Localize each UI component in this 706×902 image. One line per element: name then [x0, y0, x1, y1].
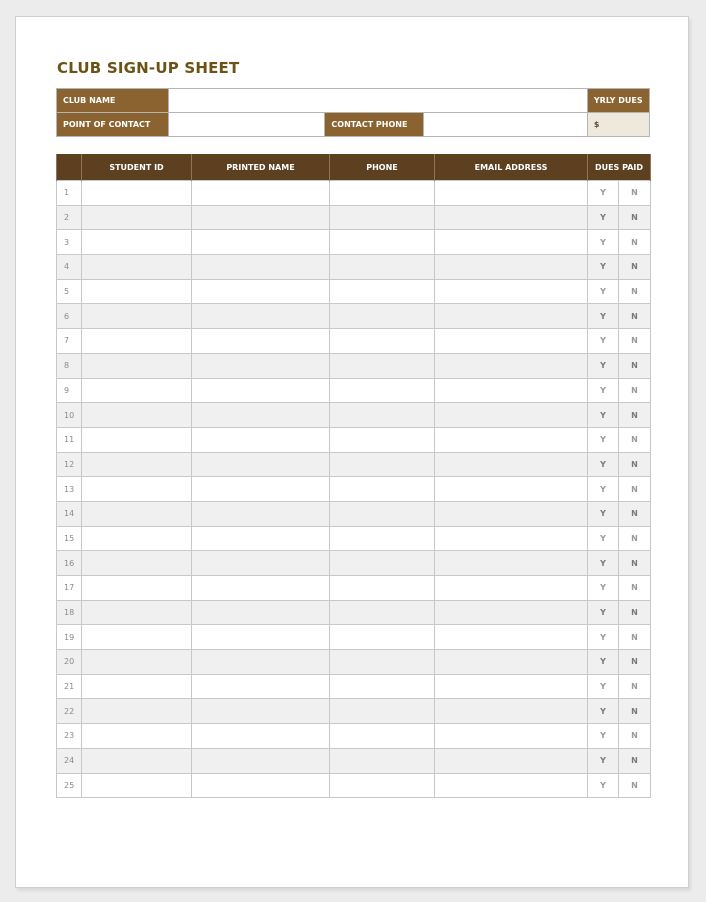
column-header-phone: PHONE	[330, 154, 435, 181]
signup-table	[56, 154, 651, 798]
printed-name-cell[interactable]	[192, 452, 330, 477]
column-header-student-id: STUDENT ID	[82, 154, 192, 181]
email-cell[interactable]	[435, 576, 588, 601]
student-id-cell[interactable]	[82, 255, 192, 280]
dues-yes-option[interactable]: Y	[588, 427, 619, 452]
email-cell[interactable]	[435, 501, 588, 526]
email-cell[interactable]	[435, 329, 588, 354]
phone-cell[interactable]	[330, 304, 435, 329]
table-row	[57, 304, 651, 329]
table-row	[57, 427, 651, 452]
document-page	[15, 16, 689, 888]
email-cell[interactable]	[435, 255, 588, 280]
dues-yes-option[interactable]: Y	[588, 773, 619, 798]
dues-yes-option[interactable]: Y	[588, 403, 619, 428]
phone-cell[interactable]	[330, 625, 435, 650]
contact-phone-field[interactable]	[423, 113, 587, 137]
club-info-table	[56, 88, 650, 137]
printed-name-cell[interactable]	[192, 427, 330, 452]
table-row	[57, 329, 651, 354]
printed-name-cell[interactable]	[192, 625, 330, 650]
phone-cell[interactable]	[330, 748, 435, 773]
dues-yes-option[interactable]: Y	[588, 378, 619, 403]
table-row	[57, 674, 651, 699]
student-id-cell[interactable]	[82, 526, 192, 551]
student-id-cell[interactable]	[82, 748, 192, 773]
email-cell[interactable]	[435, 650, 588, 675]
row-number: 21	[57, 674, 82, 699]
club-name-field[interactable]	[169, 89, 588, 113]
row-number: 15	[57, 526, 82, 551]
email-cell[interactable]	[435, 427, 588, 452]
phone-cell[interactable]	[330, 230, 435, 255]
email-cell[interactable]	[435, 353, 588, 378]
dues-no-option[interactable]: N	[619, 427, 651, 452]
table-row	[57, 477, 651, 502]
contact-phone-label: CONTACT PHONE	[325, 113, 423, 137]
email-cell[interactable]	[435, 403, 588, 428]
printed-name-cell[interactable]	[192, 600, 330, 625]
printed-name-cell[interactable]	[192, 205, 330, 230]
dues-no-option[interactable]: N	[619, 477, 651, 502]
dues-yes-option[interactable]: Y	[588, 181, 619, 206]
printed-name-cell[interactable]	[192, 576, 330, 601]
table-row	[57, 353, 651, 378]
phone-cell[interactable]	[330, 526, 435, 551]
row-number: 3	[57, 230, 82, 255]
row-number: 5	[57, 279, 82, 304]
dues-no-option[interactable]: N	[619, 674, 651, 699]
row-number: 2	[57, 205, 82, 230]
page-title: CLUB SIGN-UP SHEET	[57, 59, 240, 77]
dues-no-option[interactable]: N	[619, 625, 651, 650]
dues-no-option[interactable]: N	[619, 650, 651, 675]
student-id-cell[interactable]	[82, 427, 192, 452]
phone-cell[interactable]	[330, 403, 435, 428]
dues-yes-option[interactable]: Y	[588, 576, 619, 601]
email-cell[interactable]	[435, 304, 588, 329]
email-cell[interactable]	[435, 625, 588, 650]
printed-name-cell[interactable]	[192, 329, 330, 354]
table-row	[57, 205, 651, 230]
email-cell[interactable]	[435, 699, 588, 724]
email-cell[interactable]	[435, 600, 588, 625]
table-row	[57, 576, 651, 601]
email-cell[interactable]	[435, 748, 588, 773]
printed-name-cell[interactable]	[192, 773, 330, 798]
phone-cell[interactable]	[330, 674, 435, 699]
dues-no-option[interactable]: N	[619, 773, 651, 798]
dues-no-option[interactable]: N	[619, 576, 651, 601]
printed-name-cell[interactable]	[192, 230, 330, 255]
printed-name-cell[interactable]	[192, 551, 330, 576]
table-row	[57, 748, 651, 773]
phone-cell[interactable]	[330, 255, 435, 280]
table-row	[57, 255, 651, 280]
printed-name-cell[interactable]	[192, 526, 330, 551]
student-id-cell[interactable]	[82, 674, 192, 699]
dues-no-option[interactable]: N	[619, 378, 651, 403]
yrly-dues-field[interactable]: $	[587, 113, 649, 137]
table-row	[57, 699, 651, 724]
student-id-cell[interactable]	[82, 403, 192, 428]
dues-no-option[interactable]: N	[619, 181, 651, 206]
dues-yes-option[interactable]: Y	[588, 501, 619, 526]
row-number: 17	[57, 576, 82, 601]
email-cell[interactable]	[435, 230, 588, 255]
student-id-cell[interactable]	[82, 625, 192, 650]
table-body	[57, 181, 651, 798]
dues-no-option[interactable]: N	[619, 551, 651, 576]
row-number: 11	[57, 427, 82, 452]
email-cell[interactable]	[435, 378, 588, 403]
row-number: 7	[57, 329, 82, 354]
row-number: 16	[57, 551, 82, 576]
dues-yes-option[interactable]: Y	[588, 551, 619, 576]
row-number: 13	[57, 477, 82, 502]
dues-yes-option[interactable]: Y	[588, 255, 619, 280]
printed-name-cell[interactable]	[192, 674, 330, 699]
table-row	[57, 378, 651, 403]
table-row	[57, 279, 651, 304]
printed-name-cell[interactable]	[192, 304, 330, 329]
dues-yes-option[interactable]: Y	[588, 205, 619, 230]
row-number: 9	[57, 378, 82, 403]
dues-no-option[interactable]: N	[619, 205, 651, 230]
dues-yes-option[interactable]: Y	[588, 329, 619, 354]
phone-cell[interactable]	[330, 452, 435, 477]
table-row	[57, 403, 651, 428]
table-row	[57, 526, 651, 551]
dues-yes-option[interactable]: Y	[588, 625, 619, 650]
printed-name-cell[interactable]	[192, 477, 330, 502]
row-number: 1	[57, 181, 82, 206]
student-id-cell[interactable]	[82, 230, 192, 255]
row-number: 12	[57, 452, 82, 477]
table-header-row	[57, 154, 651, 181]
dues-no-option[interactable]: N	[619, 255, 651, 280]
row-number: 20	[57, 650, 82, 675]
dues-no-option[interactable]: N	[619, 526, 651, 551]
phone-cell[interactable]	[330, 477, 435, 502]
dues-no-option[interactable]: N	[619, 403, 651, 428]
phone-cell[interactable]	[330, 773, 435, 798]
student-id-cell[interactable]	[82, 724, 192, 749]
student-id-cell[interactable]	[82, 329, 192, 354]
phone-cell[interactable]	[330, 551, 435, 576]
printed-name-cell[interactable]	[192, 353, 330, 378]
email-cell[interactable]	[435, 724, 588, 749]
table-row	[57, 551, 651, 576]
column-header-number	[57, 154, 82, 181]
row-number: 19	[57, 625, 82, 650]
dues-no-option[interactable]: N	[619, 452, 651, 477]
column-header-dues-paid: DUES PAID	[588, 154, 651, 181]
yrly-dues-label: YRLY DUES	[587, 89, 649, 113]
student-id-cell[interactable]	[82, 304, 192, 329]
table-row	[57, 501, 651, 526]
dues-yes-option[interactable]: Y	[588, 650, 619, 675]
column-header-printed-name: PRINTED NAME	[192, 154, 330, 181]
dues-no-option[interactable]: N	[619, 501, 651, 526]
row-number: 18	[57, 600, 82, 625]
dues-yes-option[interactable]: Y	[588, 304, 619, 329]
dues-yes-option[interactable]: Y	[588, 699, 619, 724]
student-id-cell[interactable]	[82, 477, 192, 502]
table-row	[57, 452, 651, 477]
email-cell[interactable]	[435, 279, 588, 304]
phone-cell[interactable]	[330, 279, 435, 304]
student-id-cell[interactable]	[82, 378, 192, 403]
dues-yes-option[interactable]: Y	[588, 526, 619, 551]
student-id-cell[interactable]	[82, 576, 192, 601]
email-cell[interactable]	[435, 181, 588, 206]
printed-name-cell[interactable]	[192, 748, 330, 773]
dues-no-option[interactable]: N	[619, 304, 651, 329]
printed-name-cell[interactable]	[192, 279, 330, 304]
printed-name-cell[interactable]	[192, 378, 330, 403]
row-number: 8	[57, 353, 82, 378]
printed-name-cell[interactable]	[192, 650, 330, 675]
dues-yes-option[interactable]: Y	[588, 353, 619, 378]
student-id-cell[interactable]	[82, 773, 192, 798]
email-cell[interactable]	[435, 477, 588, 502]
printed-name-cell[interactable]	[192, 699, 330, 724]
club-name-label: CLUB NAME	[57, 89, 169, 113]
row-number: 23	[57, 724, 82, 749]
student-id-cell[interactable]	[82, 600, 192, 625]
email-cell[interactable]	[435, 773, 588, 798]
phone-cell[interactable]	[330, 724, 435, 749]
dues-yes-option[interactable]: Y	[588, 477, 619, 502]
email-cell[interactable]	[435, 674, 588, 699]
column-header-email: EMAIL ADDRESS	[435, 154, 588, 181]
row-number: 25	[57, 773, 82, 798]
dues-no-option[interactable]: N	[619, 230, 651, 255]
phone-cell[interactable]	[330, 181, 435, 206]
row-number: 4	[57, 255, 82, 280]
table-row	[57, 625, 651, 650]
table-row	[57, 600, 651, 625]
phone-cell[interactable]	[330, 650, 435, 675]
phone-cell[interactable]	[330, 501, 435, 526]
printed-name-cell[interactable]	[192, 255, 330, 280]
student-id-cell[interactable]	[82, 205, 192, 230]
printed-name-cell[interactable]	[192, 501, 330, 526]
dues-yes-option[interactable]: Y	[588, 748, 619, 773]
student-id-cell[interactable]	[82, 501, 192, 526]
dues-no-option[interactable]: N	[619, 748, 651, 773]
email-cell[interactable]	[435, 452, 588, 477]
dues-no-option[interactable]: N	[619, 279, 651, 304]
printed-name-cell[interactable]	[192, 724, 330, 749]
table-row	[57, 773, 651, 798]
student-id-cell[interactable]	[82, 650, 192, 675]
printed-name-cell[interactable]	[192, 181, 330, 206]
phone-cell[interactable]	[330, 329, 435, 354]
printed-name-cell[interactable]	[192, 403, 330, 428]
dues-yes-option[interactable]: Y	[588, 230, 619, 255]
email-cell[interactable]	[435, 551, 588, 576]
dues-yes-option[interactable]: Y	[588, 600, 619, 625]
table-row	[57, 230, 651, 255]
phone-cell[interactable]	[330, 427, 435, 452]
dues-no-option[interactable]: N	[619, 724, 651, 749]
phone-cell[interactable]	[330, 576, 435, 601]
dues-no-option[interactable]: N	[619, 600, 651, 625]
phone-cell[interactable]	[330, 699, 435, 724]
phone-cell[interactable]	[330, 353, 435, 378]
dues-yes-option[interactable]: Y	[588, 452, 619, 477]
row-number: 6	[57, 304, 82, 329]
email-cell[interactable]	[435, 205, 588, 230]
phone-cell[interactable]	[330, 600, 435, 625]
student-id-cell[interactable]	[82, 181, 192, 206]
dues-no-option[interactable]: N	[619, 353, 651, 378]
student-id-cell[interactable]	[82, 452, 192, 477]
phone-cell[interactable]	[330, 378, 435, 403]
table-row	[57, 724, 651, 749]
table-row	[57, 181, 651, 206]
dues-yes-option[interactable]: Y	[588, 724, 619, 749]
point-of-contact-field[interactable]	[169, 113, 325, 137]
dues-no-option[interactable]: N	[619, 699, 651, 724]
email-cell[interactable]	[435, 526, 588, 551]
point-of-contact-label: POINT OF CONTACT	[57, 113, 169, 137]
table-row	[57, 650, 651, 675]
phone-cell[interactable]	[330, 205, 435, 230]
student-id-cell[interactable]	[82, 279, 192, 304]
row-number: 14	[57, 501, 82, 526]
student-id-cell[interactable]	[82, 551, 192, 576]
student-id-cell[interactable]	[82, 353, 192, 378]
dues-yes-option[interactable]: Y	[588, 279, 619, 304]
row-number: 22	[57, 699, 82, 724]
row-number: 10	[57, 403, 82, 428]
dues-no-option[interactable]: N	[619, 329, 651, 354]
dues-yes-option[interactable]: Y	[588, 674, 619, 699]
student-id-cell[interactable]	[82, 699, 192, 724]
row-number: 24	[57, 748, 82, 773]
